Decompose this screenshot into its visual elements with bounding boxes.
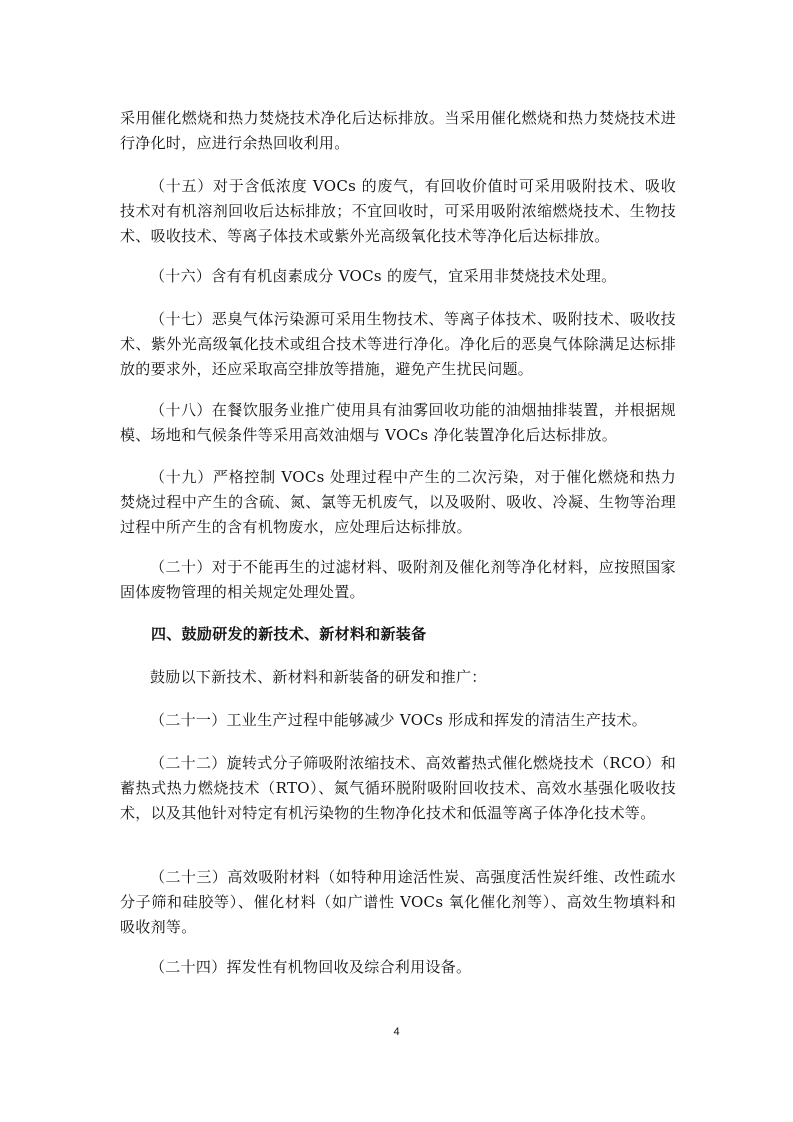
paragraph-21: （二十一）工业生产过程中能够减少 VOCs 形成和挥发的清洁生产技术。 <box>150 711 648 729</box>
paragraph-23: （二十三）高效吸附材料（如特种用途活性炭、高强度活性炭纤维、改性疏水分子筛和硅胶等）、催化材料（如广谱性 VOCs 氧化催化剂等）、高效生物填料和吸收剂等。 <box>120 868 676 936</box>
section-heading: 四、鼓励研发的新技术、新材料和新装备 <box>151 625 427 643</box>
paragraph-24: （二十四）挥发性有机物回收及综合利用设备。 <box>150 958 472 976</box>
paragraph-22: （二十二）旋转式分子筛吸附浓缩技术、高效蓄热式催化燃烧技术（RCO）和蓄热式热力燃烧技术（RTO）、氮气循环脱附吸附回收技术、高效水基强化吸收技术，以及其他针对特定有机污染物的生物净化技术和低温等离子体净化技术等。 <box>120 754 676 822</box>
paragraph-18: （十八）在餐饮服务业推广使用具有油雾回收功能的油烟抽排装置，并根据规模、场地和气候条件等采用高效油烟与 VOCs 净化装置净化后达标排放。 <box>120 401 676 444</box>
paragraph-16: （十六）含有有机卤素成分 VOCs 的废气，宜采用非焚烧技术处理。 <box>150 267 617 285</box>
page-number: 4 <box>393 1026 400 1038</box>
paragraph-15: （十五）对于含低浓度 VOCs 的废气，有回收价值时可采用吸附技术、吸收技术对有机溶剂回收后达标排放；不宜回收时，可采用吸附浓缩燃烧技术、生物技术、吸收技术、等离子体技术或紫外光高级氧化技术等净化后达标排放。 <box>120 177 676 245</box>
paragraph-continued: 采用催化燃烧和热力焚烧技术净化后达标排放。当采用催化燃烧和热力焚烧技术进行净化时，应进行余热回收利用。 <box>120 109 676 152</box>
paragraph-19: （十九）严格控制 VOCs 处理过程中产生的二次污染，对于催化燃烧和热力焚烧过程中产生的含硫、氮、氯等无机废气，以及吸附、吸收、冷凝、生物等治理过程中所产生的含有机物废水，应处理后达标排放。 <box>120 468 676 536</box>
paragraph-17: （十七）恶臭气体污染源可采用生物技术、等离子体技术、吸附技术、吸收技术、紫外光高级氧化技术或组合技术等进行净化。净化后的恶臭气体除满足达标排放的要求外，还应采取高空排放等措施，避免产生扰民问题。 <box>120 310 676 378</box>
paragraph-20: （二十）对于不能再生的过滤材料、吸附剂及催化剂等净化材料，应按照国家固体废物管理的相关规定处理处置。 <box>120 558 676 601</box>
section-intro: 鼓励以下新技术、新材料和新装备的研发和推广： <box>150 668 487 686</box>
